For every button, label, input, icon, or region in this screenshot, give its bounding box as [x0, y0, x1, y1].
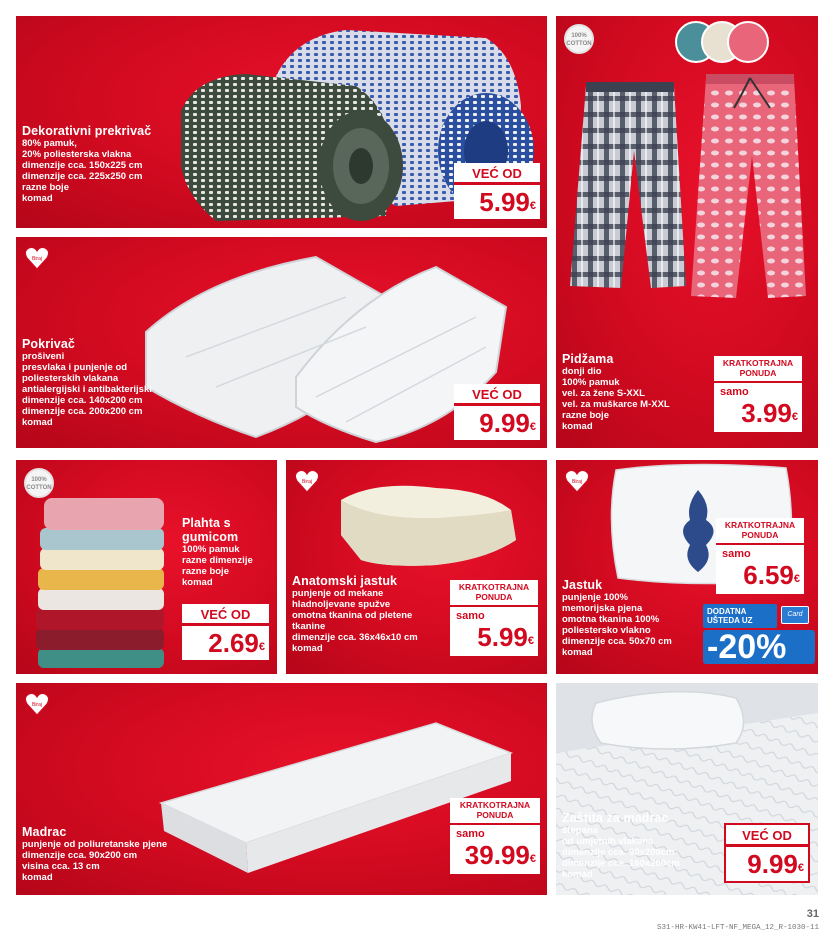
product-detail: komad — [562, 421, 593, 432]
product-detail: dimenzije cca. 200x200 cm — [22, 406, 143, 417]
discount-percent: -20% — [703, 630, 815, 664]
mattress-info — [22, 825, 167, 883]
price-amount: 6.59€ — [716, 560, 804, 594]
product-detail: donji dio — [562, 366, 602, 377]
product-detail: dimenzije cca. 150x225 cm — [22, 160, 143, 171]
product-detail: dimenzije cca. 36x46x10 cm — [292, 632, 418, 643]
product-detail: komad — [22, 417, 53, 428]
print-code: S31-HR-KW41-LFT-NF_MEGA_12_R-1030-11 — [656, 924, 819, 932]
price-amount: 9.99€ — [454, 406, 540, 440]
product-detail: dimenzije cca. 140x200 cm — [22, 395, 143, 406]
product-title: Pidžama — [562, 352, 614, 366]
product-detail: komad — [562, 647, 593, 658]
product-detail: razne boje — [22, 182, 69, 193]
svg-text:Biraj: Biraj — [301, 479, 313, 485]
product-detail: vel. za muškarce M-XXL — [562, 399, 670, 410]
product-detail: dimenzije cca. 50x70 cm — [562, 636, 672, 647]
flash-offer-label: KRATKOTRAJNA PONUDA — [716, 518, 804, 545]
product-detail: dimenzije cca. 225x250 cm — [22, 171, 143, 182]
svg-text:Biraj: Biraj — [31, 702, 43, 708]
product-detail: memorijska pjena — [562, 603, 643, 614]
blanket-info — [22, 124, 151, 204]
anatomic-pillow-info — [292, 574, 418, 654]
product-detail: od umjetnih vlakana — [562, 836, 654, 847]
pyjama-info — [562, 352, 670, 432]
product-detail: dimenzije cca. 90x200cm — [562, 847, 675, 858]
product-title: Madrac — [22, 825, 67, 839]
product-title: Zaštita za madrac — [562, 811, 669, 825]
product-card-cover[interactable] — [16, 237, 547, 448]
loyalty-card-icon: Card — [781, 606, 809, 624]
product-detail: vel. za žene S-XXL — [562, 388, 645, 399]
pyjama-image — [556, 16, 818, 316]
product-card-mattress[interactable] — [16, 683, 547, 895]
product-detail: 20% poliesterska vlakna — [22, 149, 132, 160]
product-detail: komad — [562, 869, 593, 880]
price-box — [724, 823, 810, 883]
product-title: Anatomski jastuk — [292, 574, 398, 588]
product-detail: hladnoljevane spužve — [292, 599, 391, 610]
sheet-info — [182, 516, 274, 588]
product-detail: punjenje od poliuretanske pjene — [22, 839, 168, 850]
product-detail: komad — [182, 577, 213, 588]
card-discount-badge — [703, 604, 815, 664]
product-detail: tkanine — [292, 621, 326, 632]
pillow-info — [562, 578, 672, 658]
samo-label: samo — [456, 610, 485, 622]
price-box — [450, 580, 538, 656]
product-title: Dekorativni prekrivač — [22, 124, 152, 138]
product-detail: poliestersko vlakno — [562, 625, 651, 636]
price-box — [450, 798, 540, 874]
flash-offer-label: KRATKOTRAJNA PONUDA — [450, 798, 540, 825]
svg-text:Biraj: Biraj — [31, 256, 43, 262]
product-detail: dimenzije cca. 160x200cm — [562, 858, 680, 869]
product-detail: razne boje — [562, 410, 609, 421]
price-amount: 5.99€ — [450, 622, 538, 656]
product-detail: komad — [292, 643, 323, 654]
samo-label: samo — [456, 828, 485, 840]
price-amount: 2.69€ — [182, 626, 269, 660]
anatomic-pillow-image — [286, 460, 547, 580]
cover-info — [22, 337, 152, 428]
price-amount: 39.99€ — [450, 840, 540, 874]
price-box — [454, 163, 540, 219]
card-discount-text: DODATNA UŠTEDA UZ — [703, 604, 777, 628]
product-detail: štepana — [562, 825, 598, 836]
product-detail: poliesterskih vlakana — [22, 373, 119, 384]
product-detail: razne boje — [182, 566, 229, 577]
price-label: VEĆ OD — [454, 384, 540, 406]
product-title: Pokrivač — [22, 337, 75, 351]
svg-text:Biraj: Biraj — [571, 479, 583, 485]
product-detail: antialergijski i antibakterijski — [22, 384, 152, 395]
price-label: VEĆ OD — [726, 825, 808, 847]
product-detail: punjenje 100% — [562, 592, 628, 603]
samo-label: samo — [720, 386, 749, 398]
flash-offer-label: KRATKOTRAJNA PONUDA — [714, 356, 802, 383]
price-box — [454, 384, 540, 440]
product-detail: razne dimenzije — [182, 555, 253, 566]
product-card-blanket[interactable] — [16, 16, 547, 228]
samo-label: samo — [722, 548, 751, 560]
protector-info — [562, 811, 680, 880]
product-detail: 100% pamuk — [562, 377, 620, 388]
price-box — [716, 518, 804, 594]
page-number: 31 — [806, 908, 819, 920]
flash-offer-label: KRATKOTRAJNA PONUDA — [450, 580, 538, 607]
product-title: Plahta s gumicom — [182, 516, 239, 544]
product-title: Jastuk — [562, 578, 603, 592]
product-card-anatomic-pillow[interactable] — [286, 460, 547, 674]
product-detail: dimenzije cca. 90x200 cm — [22, 850, 138, 861]
product-detail: omotna tkanina od pletene — [292, 610, 413, 621]
product-detail: 100% pamuk — [182, 544, 240, 555]
product-detail: 80% pamuk, — [22, 138, 77, 149]
price-label: VEĆ OD — [454, 163, 540, 185]
product-detail: visina cca. 13 cm — [22, 861, 100, 872]
price-label: VEĆ OD — [182, 604, 269, 626]
price-box — [182, 604, 269, 660]
cotton-badge-icon: 100% COTTON — [564, 24, 594, 54]
product-card-protector[interactable] — [556, 683, 818, 895]
price-box — [714, 356, 802, 432]
product-card-sheet[interactable] — [16, 460, 277, 674]
price-amount: 9.99€ — [726, 847, 808, 881]
price-amount: 3.99€ — [714, 398, 802, 432]
product-detail: prošiveni — [22, 351, 65, 362]
cotton-badge-icon: 100% COTTON — [24, 468, 54, 498]
price-amount: 5.99€ — [454, 185, 540, 219]
product-card-pyjama[interactable] — [556, 16, 818, 448]
product-detail: komad — [22, 872, 53, 883]
product-detail: omotna tkanina 100% — [562, 614, 660, 625]
sheets-image — [16, 460, 186, 674]
product-detail: presvlaka i punjenje od — [22, 362, 128, 373]
product-detail: punjenje od mekane — [292, 588, 384, 599]
product-detail: komad — [22, 193, 53, 204]
